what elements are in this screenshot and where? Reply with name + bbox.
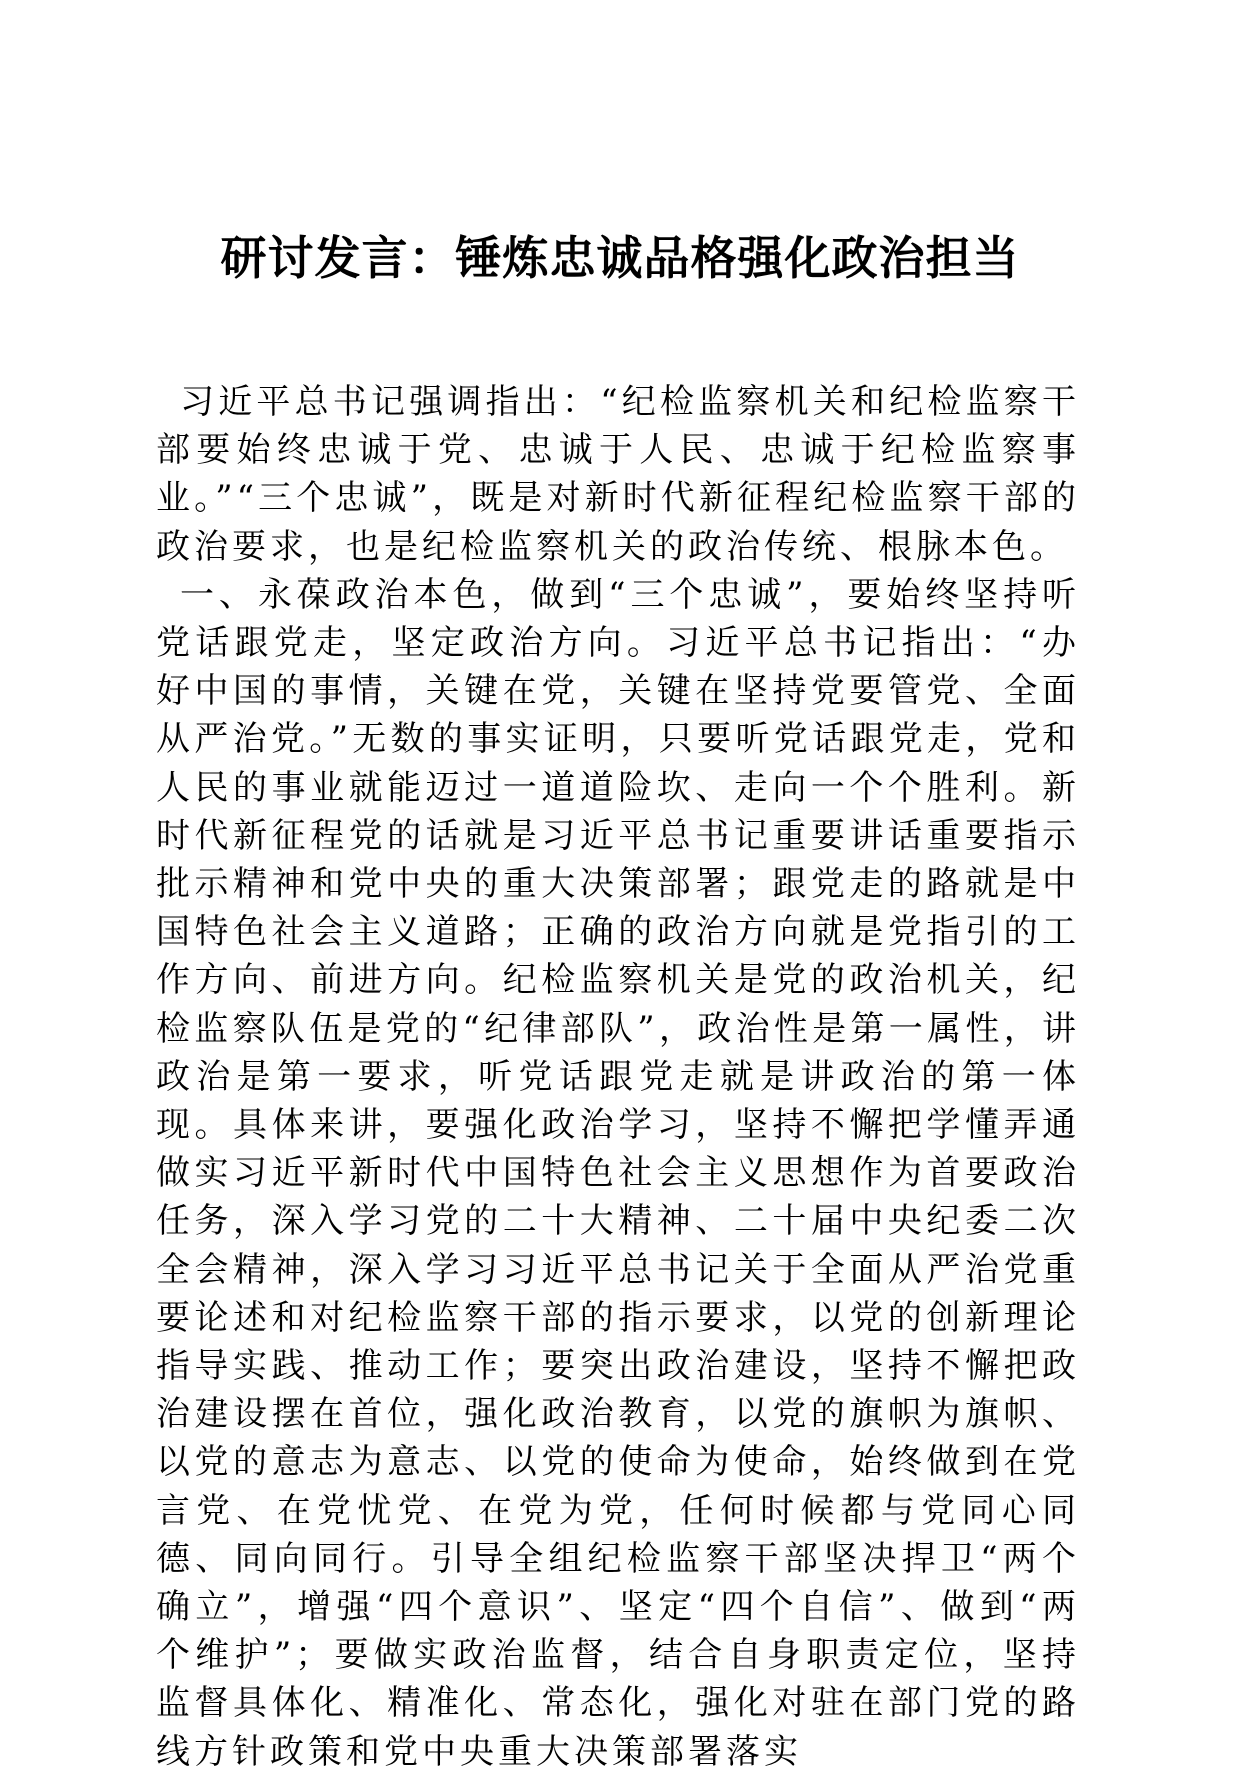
paragraph-section-one: 一、永葆政治本色，做到“三个忠诚”，要始终坚持听党话跟党走，坚定政治方向。习近平总书记指出：“办好中国的事情，关键在党，关键在坚持党要管党、全面从严治党。”无数的事实证明，只要听党话跟党走，党和人民的事业就能迈过一道道险坎、走向一个个胜利。新时代新征程党的话就是习近平总书记重要讲话重要指示批示精神和党中央的重大决策部署；跟党走的路就是中国特色社会主义道路；正确的政治方向就是党指引的工作方向、前进方向。纪检监察机关是党的政治机关，纪检监察队伍是党的“纪律部队”，政治性是第一属性，讲政治是第一要求，听党话跟党走就是讲政治的第一体现。具体来讲，要强化政治学习，坚持不懈把学懂弄通做实习近平新时代中国特色社会主义思想作为首要政治任务，深入学习党的二十大精神、二十届中央纪委二次全会精神，深入学习习近平总书记关于全面从严治党重要论述和对纪检监察干部的指示要求，以党的创新理论指导实践、推动工作；要突出政治建设，坚持不懈把政治建设摆在首位，强化政治教育，以党的旗帜为旗帜、以党的意志为意志、以党的使命为使命，始终做到在党言党、在党忧党、在党为党，任何时候都与党同心同德、同向同行。引导全组纪检监察干部坚决捍卫“两个确立”，增强“四个意识”、坚定“四个自信”、做到“两个维护”；要做实政治监督，结合自身职责定位，坚持监督具体化、精准化、常态化，强化对驻在部门党的路线方针政策和党中央重大决策部署落实	[156, 574, 1080, 1772]
document-title: 研讨发言：锤炼忠诚品格强化政治担当	[220, 231, 1020, 285]
document-body	[156, 378, 1080, 1776]
paragraph-intro: 习近平总书记强调指出：“纪检监察机关和纪检监察干部要始终忠诚于党、忠诚于人民、忠诚于纪检监察事业。”“三个忠诚”，既是对新时代新征程纪检监察干部的政治要求，也是纪检监察机关的政治传统、根脉本色。	[156, 382, 1080, 567]
